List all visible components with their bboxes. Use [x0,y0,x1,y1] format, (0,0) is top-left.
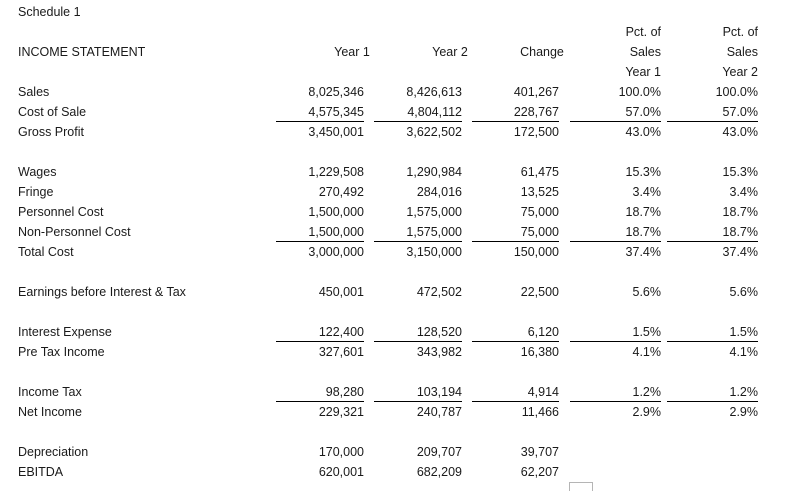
cell-year2[interactable]: 682,209 [416,465,462,479]
row-label[interactable]: Depreciation [18,445,89,459]
cell-year1[interactable]: 1,229,508 [308,165,364,179]
cell-year2[interactable]: 3,622,502 [406,125,462,139]
cell-change[interactable]: 75,000 [520,205,559,219]
row-label[interactable]: Sales [18,85,50,99]
cell-year1[interactable]: 4,575,345 [308,105,364,119]
cell-pct1[interactable]: 18.7% [625,225,661,239]
cell-pct1[interactable]: 43.0% [625,125,661,139]
row-label[interactable]: Pre Tax Income [18,345,105,359]
cell-pct2[interactable] [671,442,758,462]
row-label[interactable]: Net Income [18,405,82,419]
cell-year2[interactable]: 284,016 [416,185,462,199]
cell-year1[interactable]: 450,001 [318,285,364,299]
cell-change[interactable]: 13,525 [520,185,559,199]
row-label[interactable]: Income Tax [18,385,82,399]
row-label[interactable]: EBITDA [18,465,64,479]
cell-year1[interactable]: 1,500,000 [308,205,364,219]
cell-pct2[interactable]: 18.7% [722,205,758,219]
cell-year2[interactable]: 240,787 [416,405,462,419]
header-change[interactable]: Change [520,45,564,59]
cell-pct1[interactable]: 5.6% [632,285,661,299]
cell-pct2[interactable]: 1.5% [729,325,758,339]
cell-pct1[interactable]: 3.4% [632,185,661,199]
cell-pct2[interactable]: 2.9% [729,405,758,419]
cell-change[interactable]: 16,380 [520,345,559,359]
schedule-title[interactable]: Schedule 1 [18,5,81,19]
cell-pct1[interactable]: 2.9% [632,405,661,419]
cell-change[interactable]: 401,267 [513,85,559,99]
cell-pct2[interactable]: 18.7% [722,225,758,239]
cell-change[interactable]: 228,767 [513,105,559,119]
cell-pct1[interactable]: 1.2% [632,385,661,399]
cell-year2[interactable]: 1,575,000 [406,225,462,239]
row-label[interactable]: Non-Personnel Cost [18,225,131,239]
row-label[interactable]: Interest Expense [18,325,112,339]
cell-pct2[interactable]: 5.6% [729,285,758,299]
cell-year1[interactable]: 170,000 [318,445,364,459]
cell-change[interactable]: 62,207 [520,465,559,479]
cell-pct2[interactable]: 37.4% [722,245,758,259]
cell-year1[interactable]: 229,321 [318,405,364,419]
cell-pct1[interactable]: 1.5% [632,325,661,339]
cell-change[interactable]: 4,914 [527,385,559,399]
cell-year2[interactable]: 3,150,000 [406,245,462,259]
row-label[interactable]: Earnings before Interest & Tax [18,285,186,299]
cell-pct1[interactable]: 4.1% [632,345,661,359]
statement-title[interactable]: INCOME STATEMENT [18,45,146,59]
header-pct1-line3[interactable]: Year 1 [625,65,661,79]
cell-year2[interactable]: 103,194 [416,385,462,399]
header-year2[interactable]: Year 2 [432,45,468,59]
cell-year1[interactable]: 3,000,000 [308,245,364,259]
row-label[interactable]: Total Cost [18,245,74,259]
row-label[interactable]: Fringe [18,185,54,199]
cell-change[interactable]: 6,120 [527,325,559,339]
cell-year1[interactable]: 122,400 [318,325,364,339]
cell-year2[interactable]: 4,804,112 [407,105,462,119]
cell-pct1[interactable]: 15.3% [625,165,661,179]
cell-year2[interactable]: 1,575,000 [406,205,462,219]
cell-pct1[interactable] [574,442,661,462]
cell-change[interactable]: 75,000 [520,225,559,239]
cell-year1[interactable]: 8,025,346 [308,85,364,99]
cell-year1[interactable]: 3,450,001 [308,125,364,139]
cell-change[interactable]: 22,500 [520,285,559,299]
header-year1[interactable]: Year 1 [334,45,370,59]
cell-year2[interactable]: 472,502 [416,285,462,299]
cell-pct1[interactable]: 37.4% [625,245,661,259]
cell-pct2[interactable]: 3.4% [729,185,758,199]
cell-pct2[interactable] [671,462,758,482]
cell-pct2[interactable]: 15.3% [722,165,758,179]
cell-pct1[interactable]: 100.0% [618,85,661,99]
cell-pct2[interactable]: 57.0% [722,105,758,119]
cell-change[interactable]: 39,707 [520,445,559,459]
cell-change[interactable]: 11,466 [521,405,559,419]
cell-year1[interactable]: 1,500,000 [308,225,364,239]
cell-year1[interactable]: 270,492 [318,185,364,199]
cell-year2[interactable]: 128,520 [416,325,462,339]
cell-year1[interactable]: 620,001 [318,465,364,479]
cell-year1[interactable]: 327,601 [318,345,364,359]
header-pct2-line2[interactable]: Sales [726,45,758,59]
cell-change[interactable]: 172,500 [513,125,559,139]
cell-year2[interactable]: 1,290,984 [406,165,462,179]
row-label[interactable]: Gross Profit [18,125,84,139]
cell-pct2[interactable]: 43.0% [722,125,758,139]
cell-pct1[interactable]: 57.0% [625,105,661,119]
header-pct2-line1[interactable]: Pct. of [722,25,758,39]
row-label[interactable]: Cost of Sale [18,105,87,119]
header-pct1-line1[interactable]: Pct. of [625,25,661,39]
cell-year2[interactable]: 209,707 [416,445,462,459]
cell-pct2[interactable]: 1.2% [729,385,758,399]
cell-pct1[interactable]: 18.7% [625,205,661,219]
cell-pct2[interactable]: 4.1% [729,345,758,359]
cell-change[interactable]: 150,000 [513,245,559,259]
cell-year1[interactable]: 98,280 [325,385,364,399]
header-pct2-line3[interactable]: Year 2 [722,65,758,79]
cell-change[interactable]: 61,475 [520,165,559,179]
cell-pct2[interactable]: 100.0% [715,85,758,99]
cell-pct1[interactable] [574,462,661,482]
row-label[interactable]: Wages [18,165,57,179]
cell-year2[interactable]: 343,982 [416,345,462,359]
header-pct1-line2[interactable]: Sales [629,45,661,59]
row-label[interactable]: Personnel Cost [18,205,104,219]
cell-year2[interactable]: 8,426,613 [406,85,462,99]
